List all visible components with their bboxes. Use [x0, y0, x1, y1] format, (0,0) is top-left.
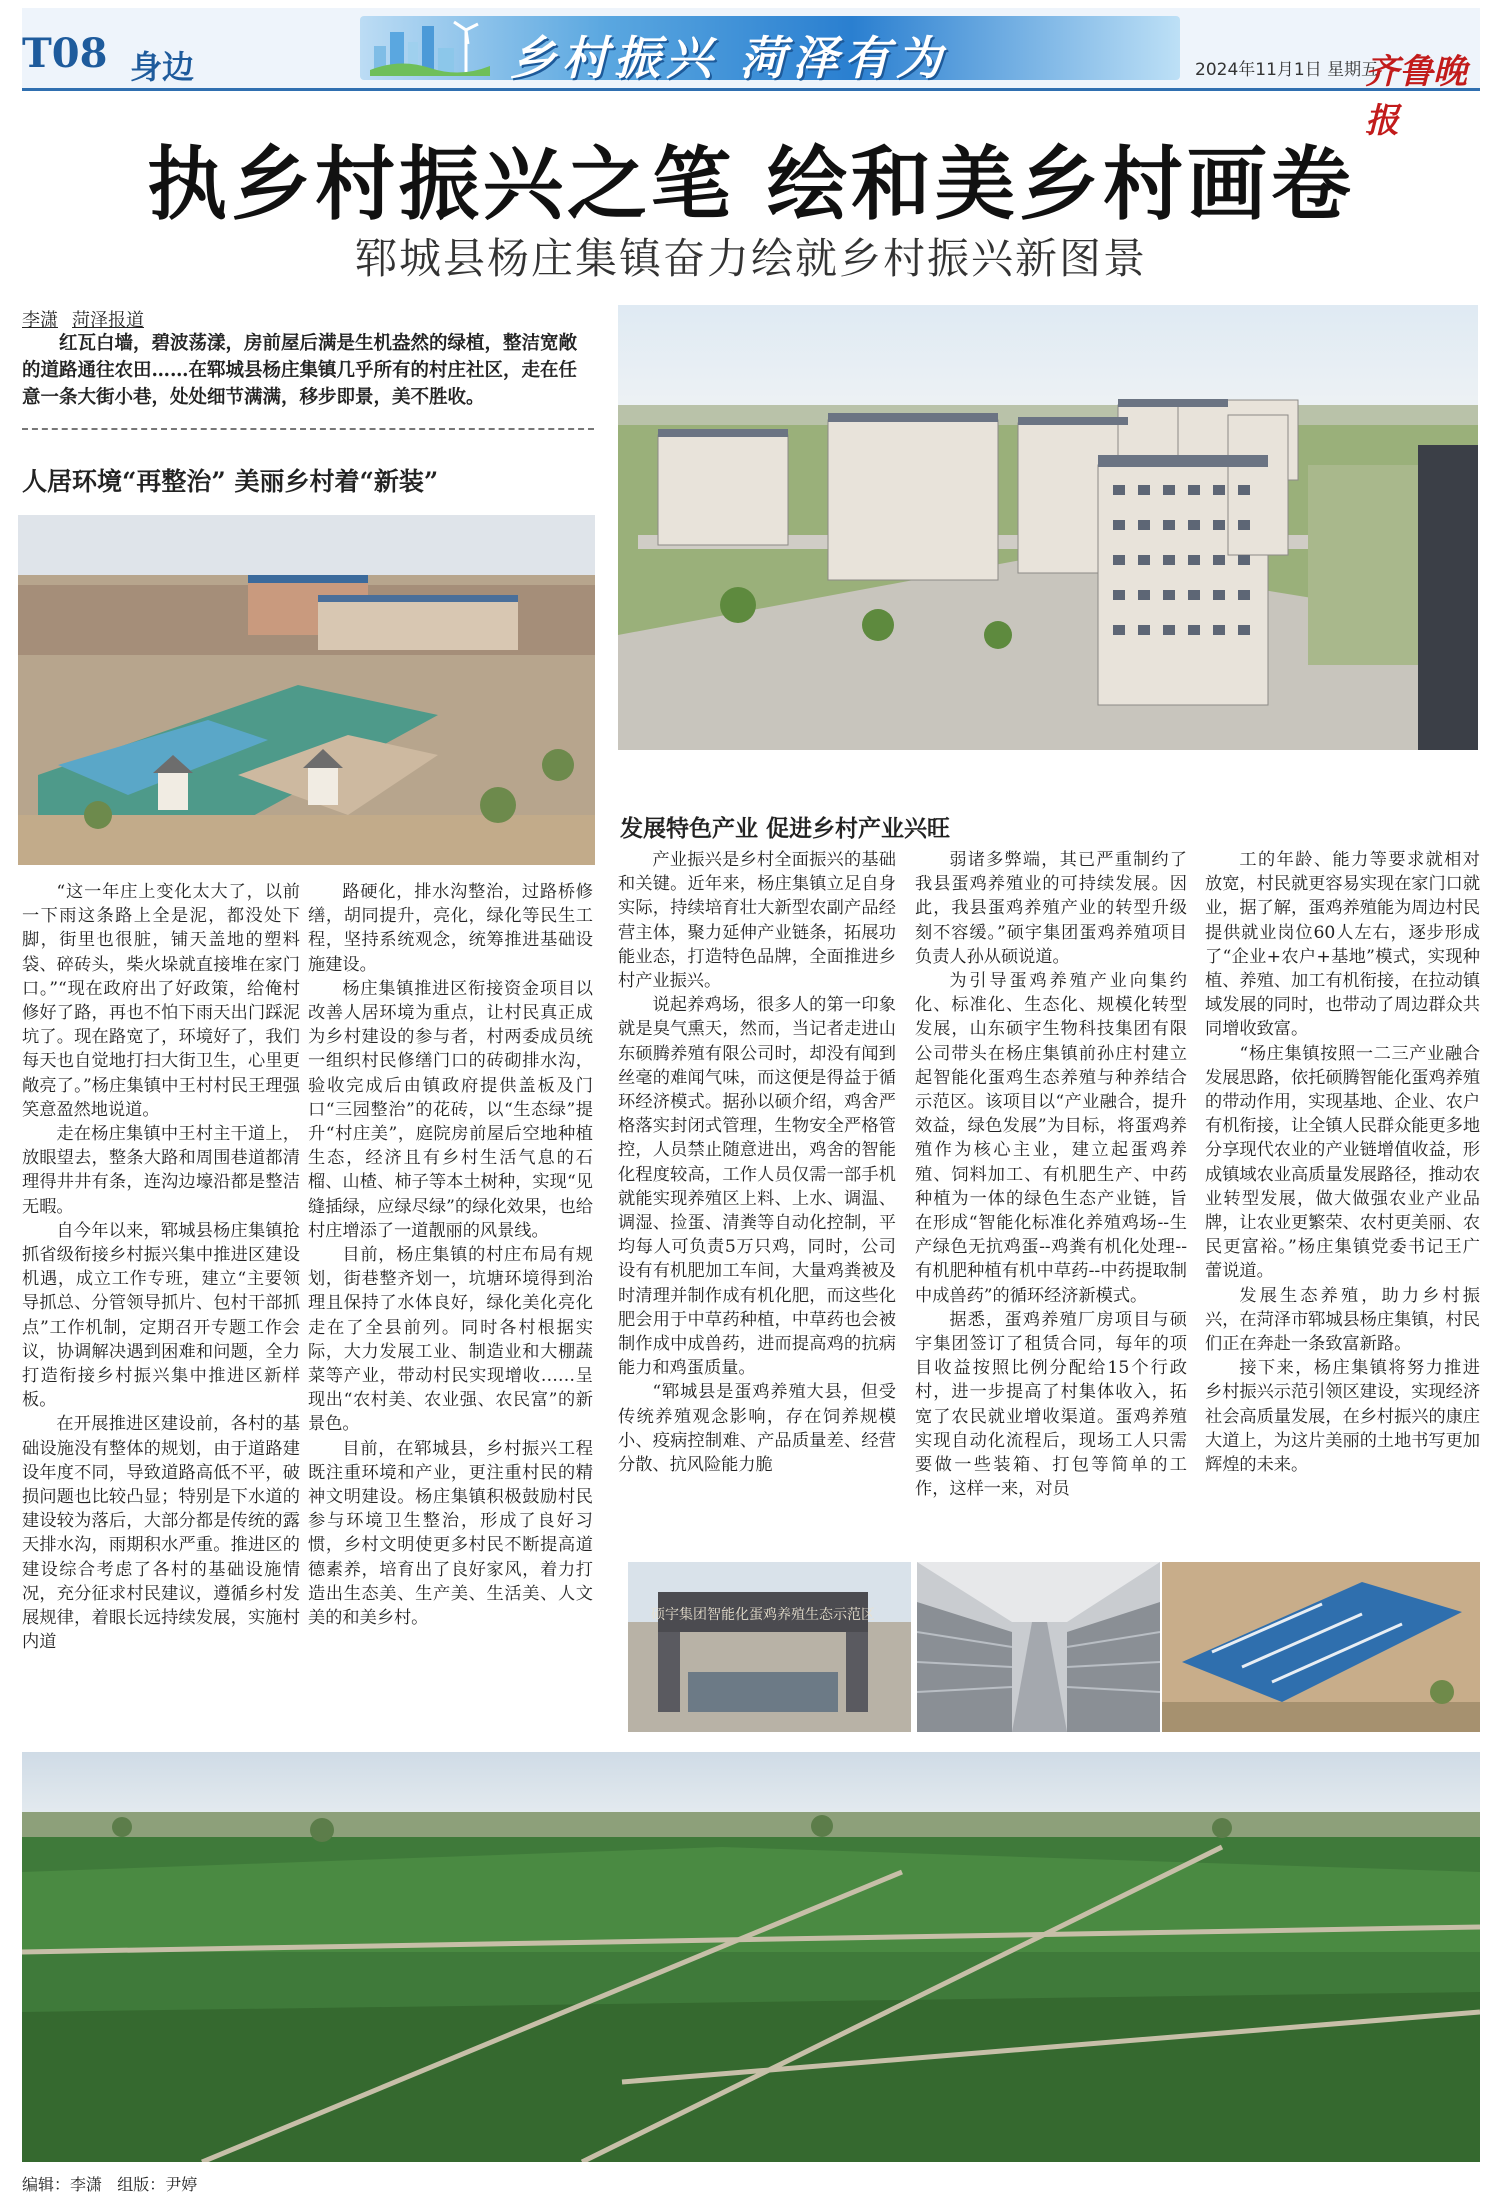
lead-paragraph: 红瓦白墙，碧波荡漾，房前屋后满是生机盎然的绿植，整洁宽敞的道路通往农田……在郓城县杨庄集镇几乎所有的村庄社区，走在任意一条大街小巷，处处细节满满，移步即景，美不胜收。: [22, 333, 578, 408]
text-column-2: [308, 880, 593, 1730]
banner-title: 乡村振兴 菏泽有为: [510, 31, 949, 85]
page-number: T08: [22, 30, 108, 77]
paragraph: 杨庄集镇推进区衔接资金项目以改善人居环境为重点，让村民真正成为乡村建设的参与者，村两委成员统一组织村民修缮门口的砖砌排水沟，验收完成后由镇政府提供盖板及门口“三园整治”的花砖，以“生态绿”提升“村庄美”，庭院房前屋后空地种植生态，经济且有乡村生活气息的石榴、山楂、柿子等本土树种，实现“见缝插绿，应绿尽绿”的绿化效果，也给村庄增添了一道靓丽的风景线。: [308, 978, 593, 1241]
subheadline: 郓城县杨庄集镇奋力绘就乡村振兴新图景: [354, 234, 1147, 283]
section-heading-2: 发展特色产业 促进乡村产业兴旺: [620, 815, 951, 842]
paragraph: 工的年龄、能力等要求就相对放宽，村民就更容易实现在家门口就业，据了解，蛋鸡养殖能为周边村民提供就业岗位60人左右，逐步形成了“企业+农户+基地”模式，实现种植、养殖、加工有机衔接，在拉动镇域发展的同时，也带动了周边群众共同增收致富。: [1205, 850, 1480, 1040]
issue-date: 2024年11月1日 星期五: [1195, 60, 1379, 80]
gate-sign: 硕宇集团智能化蛋鸡养殖生态示范区: [651, 1607, 875, 1623]
farm-gate-photo: [628, 1562, 911, 1732]
paragraph: 接下来，杨庄集镇将努力推进乡村振兴示范引领区建设，实现经济社会高质量发展，在乡村振兴的康庄大道上，为这片美丽的土地书写更加辉煌的未来。: [1205, 1358, 1480, 1476]
paragraph: 发展生态养殖，助力乡村振兴，在菏泽市郓城县杨庄集镇，村民们正在奔赴一条致富新路。: [1205, 1285, 1480, 1355]
paragraph: 目前，杨庄集镇的村庄布局有规划，街巷整齐划一，坑塘环境得到治理且保持了水体良好，绿化美化亮化走在了全县前列。同时各村根据实际，大力发展工业、制造业和大棚蔬菜等产业，带动村民实现增收……呈现出“农村美、农业强、农民富”的新景色。: [308, 1245, 593, 1435]
text-column-5: [1205, 848, 1480, 1548]
apartment-complex-photo: [618, 305, 1478, 750]
farmland-aerial-photo: [22, 1752, 1480, 2162]
editor-credit: 编辑：李潇: [22, 2175, 103, 2194]
village-square-photo: [18, 515, 595, 865]
text-column-4: [915, 848, 1187, 1548]
layout-credit: 组版：尹婷: [117, 2175, 198, 2194]
newspaper-logo: 齐鲁晚报: [1365, 52, 1467, 141]
paragraph: 走在杨庄集镇中王村主干道上，放眼望去，整条大路和周围巷道都清理得井井有条，连沟边壕沿都是整洁无暇。: [22, 1124, 300, 1217]
text-column-1: [22, 880, 300, 1730]
paragraph: 目前，在郓城县，乡村振兴工程既注重环境和产业，更注重村民的精神文明建设。杨庄集镇积极鼓励村民参与环境卫生整治，形成了良好习惯，乡村文明使更多村民不断提高道德素养，培育出了良好家风，着力打造出生态美、生产美、生活美、人文美的和美乡村。: [308, 1438, 593, 1629]
section-name: 身边: [130, 48, 195, 86]
byline: [22, 306, 158, 332]
paragraph: “郓城县是蛋鸡养殖大县，但受传统养殖观念影响，存在饲养规模小、疫病控制难、产品质量差、经营分散、抗风险能力脆: [618, 1382, 896, 1476]
paragraph: 据悉，蛋鸡养殖厂房项目与硕宇集团签订了租赁合同，每年的项目收益按照比例分配给15个行政村，进一步提高了村集体收入，拓宽了农民就业增收渠道。蛋鸡养殖实现自动化流程后，现场工人只需要做一些装箱、打包等简单的工作，这样一来，对员: [915, 1309, 1187, 1500]
poultry-house-photo: [917, 1562, 1160, 1732]
paragraph: 弱诸多弊端，其已严重制约了我县蛋鸡养殖业的可持续发展。因此，我县蛋鸡养殖产业的转型升级刻不容缓。”硕宇集团蛋鸡养殖项目负责人孙从硕说道。: [915, 850, 1187, 967]
paragraph: 为引导蛋鸡养殖产业向集约化、标准化、生态化、规模化转型发展，山东硕宇生物科技集团有限公司带头在杨庄集镇前孙庄村建立起智能化蛋鸡生态养殖与种养结合示范区。该项目以“产业融合，提升效益，绿色发展”为目标，将蛋鸡养殖作为核心主业，建立起蛋鸡养殖、饲料加工、有机肥生产、中药种植为一体的绿色生态产业链，旨在形成“智能化标准化养殖鸡场--生产绿色无抗鸡蛋--鸡粪有机化处理--有机肥种植有机中草药--中药提取制中成兽药”的循环经济新模式。: [915, 971, 1187, 1306]
paragraph: 说起养鸡场，很多人的第一印象就是臭气熏天，然而，当记者走进山东硕腾养殖有限公司时，却没有闻到丝毫的难闻气味，而这便是得益于循环经济模式。据孙以硕介绍，鸡舍严格落实封闭式管理，生物安全严格管控，人员禁止随意进出，鸡舍的智能化程度较高，工作人员仅需一部手机就能实现养殖区上料、上水、调温、调湿、捡蛋、清粪等自动化控制，平均每人可负责5万只鸡，同时，公司设有有机肥加工车间，大量鸡粪被及时清理并制作成有机化肥，而这些化肥会用于中草药种植，中草药也会被制作成中成兽药，进而提高鸡的抗病能力和鸡蛋质量。: [618, 995, 896, 1379]
paragraph: 产业振兴是乡村全面振兴的基础和关键。近年来，杨庄集镇立足自身实际，持续培育壮大新型农副产品经营主体，聚力延伸产业链条，拓展功能业态，打造特色品牌，全面推进乡村产业振兴。: [618, 850, 896, 992]
headline: 执乡村振兴之笔 绘和美乡村画卷: [147, 137, 1355, 231]
paragraph: “这一年庄上变化太大了，以前一下雨这条路上全是泥，都没处下脚，街里也很脏，铺天盖地的塑料袋、碎砖头，柴火垛就直接堆在家门口。”“现在政府出了好政策，给俺村修好了路，再也不怕下雨天出门踩泥坑了。现在路宽了，环境好了，我们每天也自觉地打扫大街卫生，心里更敞亮了。”杨庄集镇中王村村民王理强笑意盈然地说道。: [22, 882, 300, 1120]
divider: [22, 428, 594, 430]
author: 李潇: [22, 310, 58, 331]
paragraph: “杨庄集镇按照一二三产业融合发展思路，依托硕腾智能化蛋鸡养殖的带动作用，实现基地、企业、农户有机衔接，让全镇人民群众能更多地分享现代农业的产业链增值收益，形成镇域农业高质量发展路径，推动农业转型发展，做大做强农业产业品牌，让农业更繁荣、农村更美丽、农民更富裕。”杨庄集镇党委书记王广蕾说道。: [1205, 1043, 1480, 1282]
section-heading-1: 人居环境“再整治” 美丽乡村着“新装”: [22, 467, 439, 496]
paragraph: 自今年以来，郓城县杨庄集镇抢抓省级衔接乡村振兴集中推进区建设机遇，成立工作专班，建立“主要领导抓总、分管领导抓片、包村干部抓点”工作机制，定期召开专题工作会议，协调解决遇到困难和问题，全力打造衔接乡村振兴集中推进区新样板。: [22, 1220, 300, 1411]
footer: [22, 2172, 197, 2195]
paragraph: 路硬化，排水沟整治，过路桥修缮，胡同提升，亮化，绿化等民生工程，坚持系统观念，统筹推进基础设施建设。: [308, 882, 593, 975]
text-column-3: [618, 848, 896, 1548]
paragraph: 在开展推进区建设前，各村的基础设施没有整体的规划，由于道路建设年度不同，导致道路高低不平，破损问题也比较凸显；特别是下水道的建设较为落后，大部分都是传统的露天排水沟，雨期积水严重。推进区的建设综合考虑了各村的基础设施情况，充分征求村民建议，遵循乡村发展规律，着眼长远持续发展，实施村内道: [22, 1414, 300, 1653]
city-skyline-icon: [370, 18, 490, 76]
agency: 菏泽报道: [72, 310, 144, 331]
farm-aerial-photo: [1162, 1562, 1480, 1732]
